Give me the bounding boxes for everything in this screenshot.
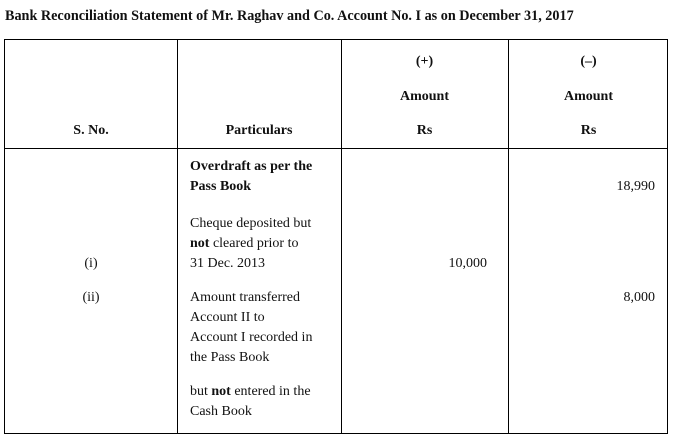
row-ii-minus-amount: 8,000 [623,290,655,305]
header-amount-minus: Amount [563,89,613,104]
row-i-particulars: Cheque deposited but [190,216,312,231]
row-ii-particulars: Account II to [190,310,265,325]
emphasis-not: not [190,236,210,251]
row-ii-particulars [190,382,311,402]
header-amount-plus: Amount [399,89,449,104]
row-ii-particulars-post: entered in the [230,384,311,399]
row-overdraft-particulars: Overdraft as per the [190,159,313,174]
header-plus-sign: (+) [415,54,434,69]
row-ii-particulars: Cash Book [190,404,252,419]
header-divider [5,148,667,149]
row-i-particulars [190,234,298,254]
row-ii-particulars: Amount transferred [190,290,301,305]
row-i-particulars-rest: cleared prior to [209,236,299,251]
row-i-sno: (i) [84,256,98,271]
row-overdraft-minus-amount: 18,990 [616,179,655,194]
row-i-plus-amount: 10,000 [448,256,487,271]
column-divider [177,40,178,433]
header-rs-minus: Rs [580,123,597,138]
emphasis-not: not [211,384,231,399]
row-ii-sno: (ii) [82,290,100,305]
row-ii-particulars: the Pass Book [190,350,270,365]
row-overdraft-particulars: Pass Book [190,179,252,194]
header-minus-sign: (–) [580,54,597,69]
statement-title: Bank Reconciliation Statement of Mr. Raghav and Co. Account No. I as on December 31, 2017 [5,8,574,24]
row-i-particulars: 31 Dec. 2013 [190,256,266,271]
header-particulars: Particulars [225,123,293,138]
row-ii-particulars: Account I recorded in [190,330,313,345]
header-rs-plus: Rs [416,123,433,138]
row-ii-particulars-pre: but [190,384,212,399]
header-sno: S. No. [73,123,109,138]
reconciliation-table [4,39,668,434]
